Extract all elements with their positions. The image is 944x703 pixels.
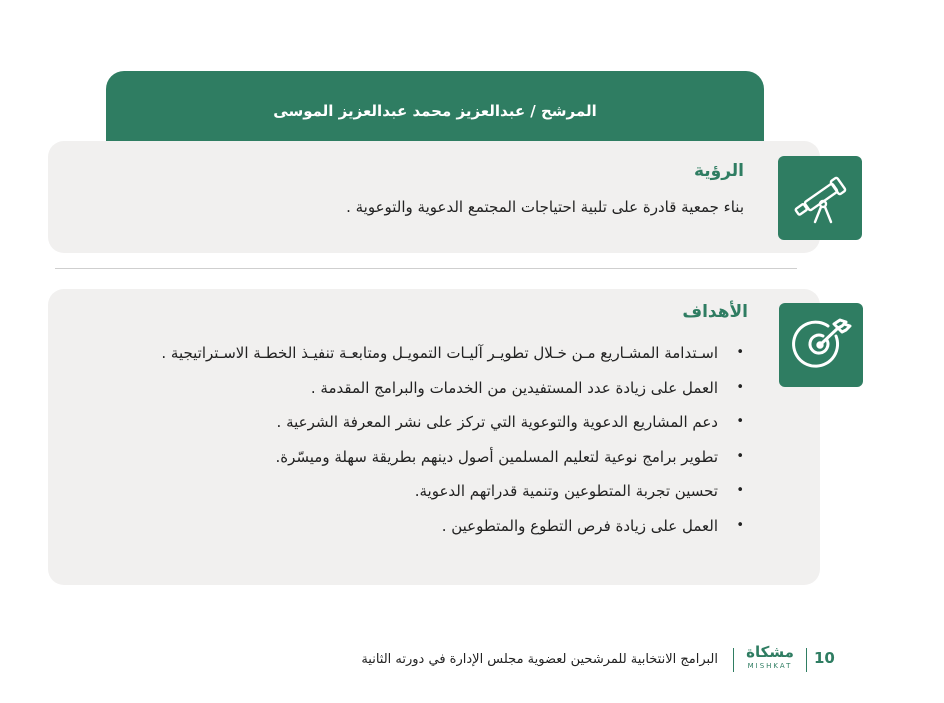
- telescope-icon: [790, 168, 850, 228]
- page-number: 10: [814, 649, 835, 667]
- footer-separator: [733, 648, 734, 672]
- mishkat-logo: [742, 644, 798, 672]
- goal-item: • تطوير برامج نوعية لتعليم المسلمين أصول دينهم بطريقة سهلة وميسّرة.: [128, 440, 748, 475]
- vision-card: [48, 141, 820, 253]
- goals-icon-box: [779, 303, 863, 387]
- candidate-header: [106, 71, 764, 151]
- vision-text: بناء جمعية قادرة على تلبية احتياجات المجتمع الدعوية والتوعوية .: [346, 198, 744, 216]
- goal-item: • دعم المشاريع الدعوية والتوعوية التي تركز على نشر المعرفة الشرعية .: [128, 405, 748, 440]
- logo-english: MISHKAT: [747, 662, 793, 670]
- goals-list: [128, 336, 748, 543]
- candidate-name: المرشح / عبدالعزيز محمد عبدالعزيز الموسى: [273, 102, 597, 120]
- footer-title: البرامج الانتخابية للمرشحين لعضوية مجلس الإدارة في دورته الثانية: [361, 652, 718, 667]
- vision-title: الرؤية: [693, 161, 744, 181]
- target-icon: [790, 314, 852, 376]
- goals-title: الأهداف: [682, 302, 748, 322]
- goal-item: • تحسين تجربة المتطوعين وتنمية قدراتهم الدعوية.: [128, 474, 748, 509]
- logo-arabic: مشكاة: [746, 643, 794, 661]
- footer-separator: [806, 648, 807, 672]
- goal-item: • العمل على زيادة فرص التطوع والمتطوعين .: [128, 509, 748, 544]
- vision-icon-box: [778, 156, 862, 240]
- section-divider: [55, 268, 797, 269]
- goal-item: • اسـتدامة المشـاريع مـن خـلال تطويـر آليـات التمويـل ومتابعـة تنفيـذ الخطـة الاسـتراتيجية .: [128, 336, 748, 371]
- goal-item: • العمل على زيادة عدد المستفيدين من الخدمات والبرامج المقدمة .: [128, 371, 748, 406]
